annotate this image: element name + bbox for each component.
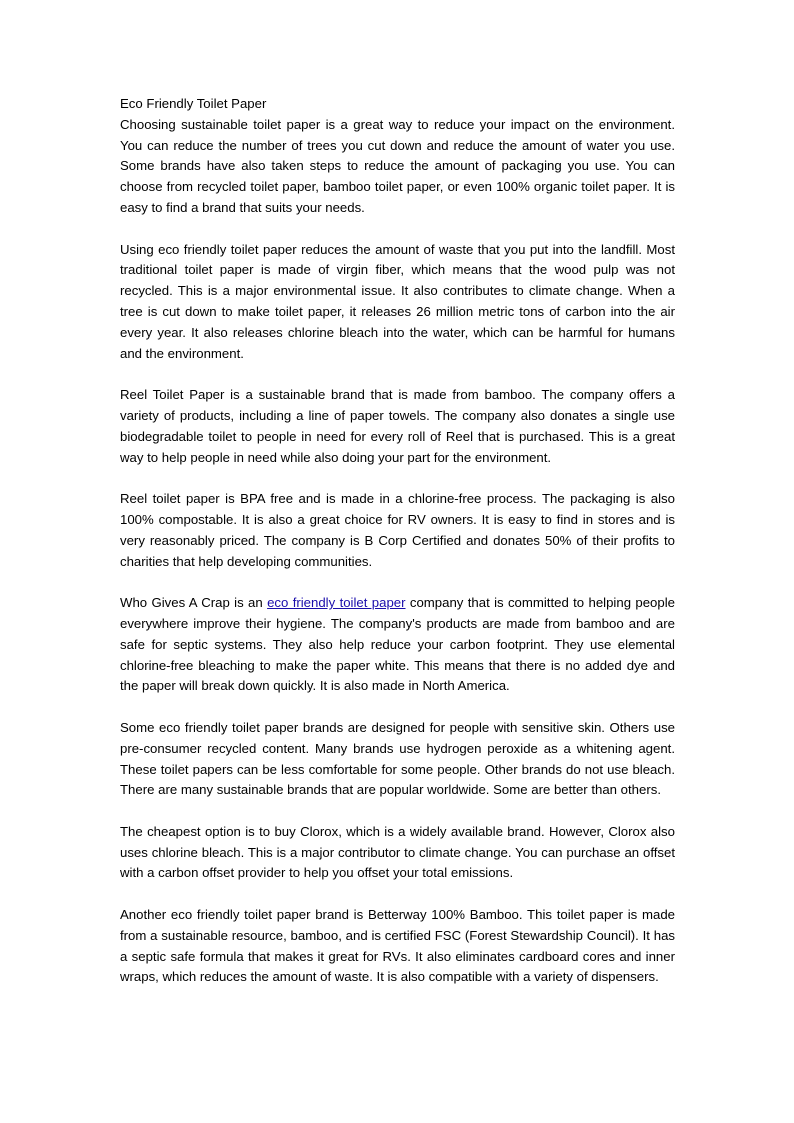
eco-friendly-toilet-paper-link[interactable]: eco friendly toilet paper — [267, 595, 406, 611]
paragraph-text-after-link: company that is committed to helping people everywhere improve their hygiene. The company's products are made from bamboo and are safe for septic systems. They also help reduce your carbon footprint. They use elemental chlorine-free bleaching to make the paper white. This means that there is no added dye and the paper will break down quickly. It is also made in North America. — [120, 595, 675, 694]
paragraph-reel-details: Reel toilet paper is BPA free and is made in a chlorine-free process. The packaging is also 100% compostable. It is also a great choice for RV owners. It is easy to find in stores and is very reasonably priced. The company is B Corp Certified and donates 50% of their profits to charities that help developing communities. — [120, 491, 675, 569]
document-page — [120, 94, 675, 988]
paragraph-who-gives-a-crap — [120, 593, 675, 697]
document-title: Eco Friendly Toilet Paper — [120, 96, 267, 111]
paragraph-intro: Choosing sustainable toilet paper is a great way to reduce your impact on the environment. You can reduce the number of trees you cut down and reduce the amount of water you use. Some brands have also taken steps to reduce the amount of packaging you use. You can choose from recycled toilet paper, bamboo toilet paper, or even 100% organic toilet paper. It is easy to find a brand that suits your needs. — [120, 116, 675, 215]
paragraph-clorox: The cheapest option is to buy Clorox, which is a widely available brand. However, Clorox also uses chlorine bleach. This is a major contributor to climate change. You can purchase an offset with a carbon offset provider to help you offset your total emissions. — [120, 823, 675, 881]
paragraph-reel-intro: Reel Toilet Paper is a sustainable brand that is made from bamboo. The company offers a variety of products, including a line of paper towels. The company also donates a single use biodegradable toilet to people in need for every roll of Reel that is purchased. This is a great way to help people in need while also doing your part for the environment. — [120, 387, 675, 465]
paragraph-sensitive-skin: Some eco friendly toilet paper brands are designed for people with sensitive skin. Others use pre-consumer recycled content. Many brands use hydrogen peroxide as a whitening agent. These toilet papers can be less comfortable for some people. Other brands do not use bleach. There are many sustainable brands that are popular worldwide. Some are better than others. — [120, 719, 675, 798]
paragraph-waste: Using eco friendly toilet paper reduces the amount of waste that you put into the landfill. Most traditional toilet paper is made of virgin fiber, which means that the wood pulp was not recycled. This is a major environmental issue. It also contributes to climate change. When a tree is cut down to make toilet paper, it releases 26 million metric tons of carbon into the air every year. It also releases chlorine bleach into the water, which can be harmful for humans and the environment. — [120, 241, 675, 361]
paragraph-betterway: Another eco friendly toilet paper brand is Betterway 100% Bamboo. This toilet paper is made from a sustainable resource, bamboo, and is certified FSC (Forest Stewardship Council). It has a septic safe formula that makes it great for RVs. It also eliminates cardboard cores and inner wraps, which reduces the amount of waste. It is also compatible with a variety of dispensers. — [120, 907, 675, 985]
paragraph-text-before-link: Who Gives A Crap is an — [120, 595, 268, 611]
